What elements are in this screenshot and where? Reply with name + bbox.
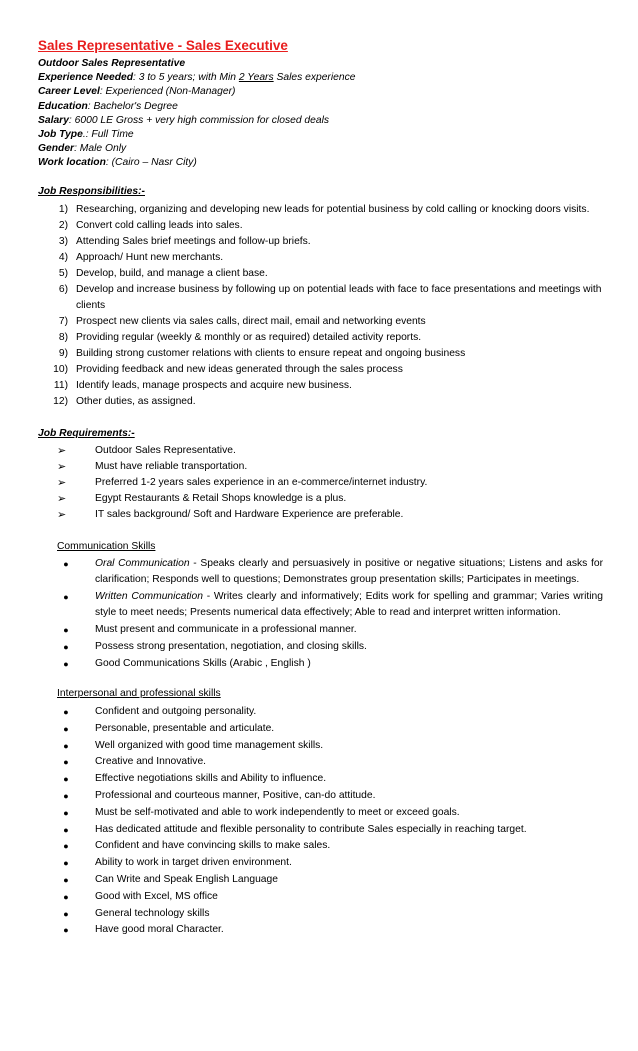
- list-item-text: IT sales background/ Soft and Hardware Experience are preferable.: [95, 509, 404, 520]
- list-item: [57, 443, 603, 459]
- job-meta: [38, 57, 355, 171]
- list-item: [38, 218, 603, 234]
- list-item-text: Develop, build, and manage a client base.: [76, 268, 268, 279]
- interpersonal-heading: Interpersonal and professional skills: [57, 688, 221, 699]
- list-item-text: Creative and Innovative.: [95, 756, 207, 768]
- responsibilities-heading: Job Responsibilities:-: [38, 186, 145, 197]
- list-item: [38, 250, 603, 266]
- bullet-icon: ●: [63, 824, 69, 835]
- list-item-written-communication: ● Written Communication - Writes clearly and informatively; Edits work for spelling and grammar; Varies writing style to meet needs; Presents numerical data effectively; Able to read and interpret written information.: [57, 589, 603, 621]
- item-number: 4): [58, 252, 68, 263]
- list-item: [38, 346, 603, 362]
- list-item-text: Can Write and Speak English Language: [95, 873, 278, 885]
- list-item-text: Providing regular (weekly & monthly or as required) detailed activity reports.: [76, 332, 422, 343]
- bullet-icon: ●: [63, 625, 69, 635]
- meta-salary: Salary: 6000 LE Gross + very high commission for closed deals: [38, 114, 330, 126]
- list-item-text: Must be self-motivated and able to work independently to meet or exceed goals.: [95, 806, 460, 818]
- meta-experience: Experience Needed: 3 to 5 years; with Min 2 Years Sales experience: [38, 72, 356, 84]
- list-item: [57, 475, 603, 491]
- list-item-text: Building strong customer relations with clients to ensure repeat and ongoing business: [76, 348, 466, 359]
- list-item: [57, 855, 603, 872]
- item-number: 11): [53, 380, 68, 391]
- item-number: 8): [58, 332, 68, 343]
- arrow-bullet-icon: ➢: [57, 461, 67, 473]
- item-number: 6): [58, 284, 68, 295]
- list-item: [57, 622, 603, 638]
- meta-education: Education: Bachelor's Degree: [38, 100, 178, 112]
- list-item-text: Develop and increase business by following up on potential leads with face to face presentations and meetings with clients: [76, 284, 602, 311]
- arrow-bullet-icon: ➢: [57, 445, 67, 457]
- interpersonal-list: [57, 704, 603, 939]
- list-item: [57, 889, 603, 906]
- list-item: [57, 459, 603, 475]
- list-item-text: Professional and courteous manner, Positive, can-do attitude.: [95, 789, 376, 801]
- arrow-bullet-icon: ➢: [57, 509, 67, 521]
- bullet-icon: ●: [63, 559, 69, 569]
- list-item-text: Good with Excel, MS office: [95, 890, 218, 902]
- list-item: [57, 771, 603, 788]
- requirements-list: [57, 443, 603, 523]
- list-item: [38, 330, 603, 346]
- list-item-text: Possess strong presentation, negotiation, and closing skills.: [95, 641, 367, 652]
- bullet-icon: ●: [63, 757, 69, 768]
- item-number: 7): [58, 316, 68, 327]
- list-item: [38, 266, 603, 282]
- bullet-icon: ●: [63, 642, 69, 652]
- list-item: [57, 906, 603, 923]
- list-item: [57, 507, 603, 523]
- list-item-text: Convert cold calling leads into sales.: [76, 220, 243, 231]
- bullet-icon: ●: [63, 874, 69, 885]
- arrow-bullet-icon: ➢: [57, 493, 67, 505]
- list-item-text: Well organized with good time management skills.: [95, 739, 324, 751]
- list-item-text: Outdoor Sales Representative.: [95, 445, 236, 456]
- list-item-text: Researching, organizing and developing new leads for potential business by cold calling or knocking doors visits.: [76, 204, 590, 215]
- list-item: [57, 738, 603, 755]
- list-item: [57, 922, 603, 939]
- list-item: [57, 656, 603, 672]
- list-item: [57, 872, 603, 889]
- arrow-bullet-icon: ➢: [57, 477, 67, 489]
- meta-work-location: Work location: (Cairo – Nasr City): [38, 157, 197, 169]
- list-item: [57, 788, 603, 805]
- list-item-text: Other duties, as assigned.: [76, 396, 196, 407]
- list-item-text: Identify leads, manage prospects and acquire new business.: [76, 380, 352, 391]
- list-item-text: Effective negotiations skills and Ability to influence.: [95, 773, 327, 785]
- list-item-text: Has dedicated attitude and flexible personality to contribute Sales especially in reaching target.: [95, 823, 527, 835]
- bullet-icon: ●: [63, 925, 69, 936]
- list-item-text: Have good moral Character.: [95, 924, 224, 936]
- list-item: [57, 721, 603, 738]
- list-item-text: Personable, presentable and articulate.: [95, 722, 275, 734]
- bullet-icon: ●: [63, 891, 69, 902]
- list-item-text: Confident and outgoing personality.: [95, 706, 257, 717]
- list-item: [38, 362, 603, 378]
- list-item-oral-communication: ● Oral Communication - Speaks clearly and persuasively in positive or negative situations; Listens and asks for clarification; Responds well to questions; Demonstrates group presentation skills; Participates in meetings.: [57, 556, 603, 588]
- list-item: [57, 639, 603, 655]
- bullet-icon: ●: [63, 740, 69, 751]
- page-title: Sales Representative - Sales Executive: [38, 38, 288, 53]
- list-item-text: Must have reliable transportation.: [95, 461, 248, 472]
- responsibilities-list: [38, 202, 603, 410]
- meta-career-level: Career Level: Experienced (Non-Manager): [38, 86, 236, 98]
- list-item: [38, 378, 603, 394]
- meta-gender: Gender: Male Only: [38, 143, 127, 155]
- list-item-text: Egypt Restaurants & Retail Shops knowledge is a plus.: [95, 493, 347, 504]
- list-item: [38, 314, 603, 330]
- list-item-text: Preferred 1-2 years sales experience in an e-commerce/internet industry.: [95, 477, 428, 488]
- item-number: 5): [58, 268, 68, 279]
- bullet-icon: ●: [63, 807, 69, 818]
- list-item-text: Good Communications Skills (Arabic , English ): [95, 658, 311, 669]
- list-item-text: Providing feedback and new ideas generated through the sales process: [76, 364, 403, 375]
- bullet-icon: ●: [63, 723, 69, 734]
- bullet-icon: ●: [63, 659, 69, 669]
- bullet-icon: ●: [63, 908, 69, 919]
- bullet-icon: ●: [63, 592, 69, 602]
- list-item-text: Prospect new clients via sales calls, direct mail, email and networking events: [76, 316, 426, 327]
- list-item-text: Must present and communicate in a professional manner.: [95, 624, 357, 635]
- item-number: 2): [58, 220, 68, 231]
- bullet-icon: ●: [63, 858, 69, 869]
- list-item: [57, 838, 603, 855]
- bullet-icon: ●: [63, 841, 69, 852]
- list-item: [57, 754, 603, 771]
- list-item: [38, 282, 603, 314]
- list-item-text: Confident and have convincing skills to make sales.: [95, 840, 331, 852]
- requirements-heading: Job Requirements:-: [38, 428, 135, 439]
- item-number: 10): [53, 364, 68, 375]
- communication-heading: Communication Skills: [57, 541, 156, 552]
- list-item: [38, 234, 603, 250]
- list-item: [57, 704, 603, 721]
- list-item-text: General technology skills: [95, 907, 210, 919]
- list-item: [57, 805, 603, 822]
- list-item: [38, 202, 603, 218]
- list-item: [38, 394, 603, 410]
- meta-job-type: Job Type.: Full Time: [38, 129, 134, 141]
- item-number: 9): [58, 348, 68, 359]
- list-item: [57, 822, 603, 839]
- bullet-icon: ●: [63, 790, 69, 801]
- list-item-text: Approach/ Hunt new merchants.: [76, 252, 224, 263]
- list-item: [57, 491, 603, 507]
- bullet-icon: ●: [63, 707, 69, 717]
- bullet-icon: ●: [63, 774, 69, 785]
- meta-position: Outdoor Sales Representative: [38, 58, 186, 69]
- list-item-text: Ability to work in target driven environment.: [95, 857, 292, 869]
- communication-list: [57, 556, 603, 673]
- list-item-text: Attending Sales brief meetings and follow-up briefs.: [76, 236, 311, 247]
- item-number: 1): [58, 204, 68, 215]
- item-number: 3): [58, 236, 68, 247]
- item-number: 12): [53, 396, 68, 407]
